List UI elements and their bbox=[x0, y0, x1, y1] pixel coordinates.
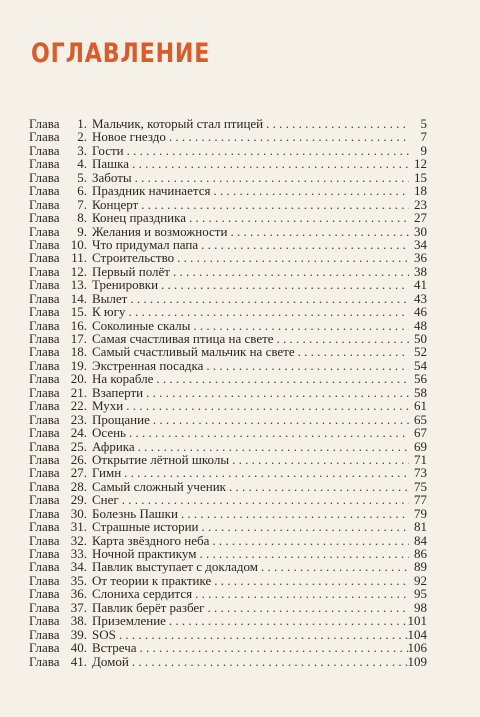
page-number: 84 bbox=[414, 532, 427, 548]
toc-entry bbox=[29, 359, 427, 372]
dot-leader bbox=[119, 493, 409, 506]
chapter-title: Прощание bbox=[92, 411, 150, 427]
chapter-number: 22. bbox=[70, 398, 87, 414]
chapter-title: Желания и возможности bbox=[92, 223, 228, 239]
toc-entry bbox=[29, 574, 427, 587]
chapter-label: Глава bbox=[29, 210, 60, 226]
dot-leader bbox=[129, 655, 408, 668]
toc-entry bbox=[29, 372, 427, 385]
page-number: 48 bbox=[414, 317, 427, 333]
chapter-number: 18. bbox=[70, 344, 87, 360]
chapter-number: 33. bbox=[70, 546, 87, 561]
chapter-title: Новое гнездо bbox=[92, 129, 166, 145]
dot-leader bbox=[170, 265, 409, 278]
chapter-number: 14. bbox=[70, 290, 87, 306]
dot-leader bbox=[226, 480, 409, 493]
chapter-number: 38. bbox=[70, 613, 87, 629]
chapter-label: Глава bbox=[29, 519, 60, 535]
chapter-title: Первый полёт bbox=[92, 263, 170, 279]
toc-entry bbox=[29, 117, 427, 130]
chapter-title: Ночной практикум bbox=[92, 546, 197, 561]
page-number: 34 bbox=[414, 236, 427, 252]
toc-entry bbox=[29, 238, 427, 251]
dot-leader bbox=[121, 466, 409, 479]
chapter-label: Глава bbox=[29, 425, 60, 441]
chapter-number: 16. bbox=[70, 317, 87, 333]
dot-leader bbox=[263, 117, 409, 130]
toc-entry bbox=[29, 211, 427, 224]
page-number: 89 bbox=[414, 559, 427, 575]
dot-leader bbox=[158, 278, 409, 291]
page-number: 43 bbox=[414, 290, 427, 306]
chapter-number: 27. bbox=[70, 465, 87, 481]
chapter-title: Строительство bbox=[92, 250, 175, 266]
chapter-label: Глава bbox=[29, 277, 60, 293]
chapter-title: Самый счастливый мальчик на свете bbox=[92, 344, 295, 360]
chapter-number: 40. bbox=[70, 640, 87, 656]
chapter-title: Конец праздника bbox=[92, 210, 187, 226]
chapter-title: Осень bbox=[92, 425, 126, 441]
toc-entry bbox=[29, 265, 427, 278]
chapter-number: 31. bbox=[70, 519, 87, 535]
toc-entry bbox=[29, 171, 427, 184]
chapter-number: 32. bbox=[70, 532, 87, 548]
dot-leader bbox=[150, 413, 409, 426]
chapter-title: Африка bbox=[92, 438, 135, 454]
dot-leader bbox=[124, 144, 409, 157]
page-number: 92 bbox=[414, 572, 427, 588]
page-number: 36 bbox=[414, 250, 427, 266]
chapter-number: 25. bbox=[70, 438, 87, 454]
chapter-number: 37. bbox=[70, 599, 87, 615]
chapter-number: 19. bbox=[70, 357, 87, 373]
chapter-label: Глава bbox=[29, 492, 60, 508]
dot-leader bbox=[229, 453, 409, 466]
toc-entry bbox=[29, 614, 427, 627]
chapter-label: Глава bbox=[29, 572, 60, 588]
chapter-number: 11. bbox=[71, 250, 87, 266]
chapter-title: Болезнь Пашки bbox=[92, 505, 178, 521]
toc-entry bbox=[29, 399, 427, 412]
dot-leader bbox=[138, 198, 409, 211]
chapter-number: 12. bbox=[70, 263, 87, 279]
dot-leader bbox=[166, 130, 409, 143]
dot-leader bbox=[116, 628, 408, 641]
toc-entry bbox=[29, 157, 427, 170]
page-number: 23 bbox=[414, 196, 427, 212]
page-number: 71 bbox=[414, 451, 427, 467]
chapter-title: От теории к практике bbox=[92, 572, 212, 588]
chapter-title: Что придумал папа bbox=[92, 236, 199, 252]
chapter-number: 30. bbox=[70, 505, 87, 521]
chapter-title: Открытие лётной школы bbox=[92, 451, 230, 467]
chapter-label: Глава bbox=[29, 236, 60, 252]
dot-leader bbox=[135, 440, 409, 453]
chapter-label: Глава bbox=[29, 599, 60, 615]
dot-leader bbox=[205, 601, 410, 614]
dot-leader bbox=[143, 386, 409, 399]
page-number: 77 bbox=[414, 492, 427, 508]
chapter-title: Заботы bbox=[92, 169, 132, 185]
toc-entry bbox=[29, 225, 427, 238]
chapter-label: Глава bbox=[29, 546, 60, 561]
chapter-label: Глава bbox=[29, 451, 60, 467]
toc-entry bbox=[29, 534, 427, 547]
dot-leader bbox=[178, 507, 409, 520]
toc-entry bbox=[29, 440, 427, 453]
page-number: 58 bbox=[414, 384, 427, 400]
chapter-label: Глава bbox=[29, 411, 60, 427]
chapter-label: Глава bbox=[29, 263, 60, 279]
chapter-title: Самый сложный ученик bbox=[92, 478, 226, 494]
toc-entry bbox=[29, 345, 427, 358]
chapter-label: Глава bbox=[29, 532, 60, 548]
table-of-contents bbox=[29, 117, 427, 668]
toc-entry bbox=[29, 641, 427, 654]
dot-leader bbox=[153, 372, 409, 385]
toc-entry bbox=[29, 319, 427, 332]
dot-leader bbox=[123, 399, 409, 412]
chapter-title: Приземление bbox=[92, 613, 166, 629]
chapter-title: Домой bbox=[92, 653, 129, 669]
chapter-number: 1. bbox=[77, 116, 87, 131]
chapter-number: 24. bbox=[70, 425, 87, 441]
toc-entry bbox=[29, 587, 427, 600]
page-number: 9 bbox=[420, 142, 427, 158]
chapter-title: Мухи bbox=[92, 398, 124, 414]
chapter-title: Взаперти bbox=[92, 384, 144, 400]
dot-leader bbox=[198, 238, 409, 251]
page-number: 104 bbox=[407, 626, 427, 642]
chapter-label: Глава bbox=[29, 116, 60, 131]
page-number: 12 bbox=[414, 156, 427, 172]
chapter-label: Глава bbox=[29, 331, 60, 346]
chapter-label: Глава bbox=[29, 250, 60, 266]
chapter-number: 2. bbox=[77, 129, 87, 145]
page-number: 75 bbox=[414, 478, 427, 494]
chapter-number: 6. bbox=[77, 183, 87, 199]
dot-leader bbox=[295, 345, 409, 358]
chapter-title: Соколиные скалы bbox=[92, 317, 191, 333]
page-number: 95 bbox=[414, 586, 427, 602]
chapter-title: Павлик выступает с докладом bbox=[92, 559, 259, 575]
page-number: 106 bbox=[407, 640, 427, 656]
toc-entry bbox=[29, 386, 427, 399]
toc-entry bbox=[29, 520, 427, 533]
toc-entry bbox=[29, 305, 427, 318]
dot-leader bbox=[209, 534, 409, 547]
page-number: 81 bbox=[414, 519, 427, 535]
chapter-title: Страшные истории bbox=[92, 519, 199, 535]
dot-leader bbox=[227, 225, 409, 238]
page-number: 46 bbox=[414, 304, 427, 320]
chapter-label: Глава bbox=[29, 223, 60, 239]
page-number: 101 bbox=[407, 613, 427, 629]
dot-leader bbox=[198, 520, 409, 533]
chapter-number: 20. bbox=[70, 371, 87, 387]
toc-entry bbox=[29, 560, 427, 573]
page-number: 67 bbox=[414, 425, 427, 441]
chapter-label: Глава bbox=[29, 142, 60, 158]
chapter-number: 9. bbox=[77, 223, 87, 239]
chapter-label: Глава bbox=[29, 371, 60, 387]
toc-entry bbox=[29, 480, 427, 493]
dot-leader bbox=[127, 292, 409, 305]
page-number: 18 bbox=[414, 183, 427, 199]
page-number: 86 bbox=[414, 546, 427, 561]
dot-leader bbox=[192, 587, 409, 600]
chapter-label: Глава bbox=[29, 384, 60, 400]
chapter-label: Глава bbox=[29, 653, 60, 669]
chapter-title: Слониха сердится bbox=[92, 586, 193, 602]
chapter-label: Глава bbox=[29, 357, 60, 373]
page-number: 15 bbox=[414, 169, 427, 185]
toc-entry bbox=[29, 292, 427, 305]
page-number: 38 bbox=[414, 263, 427, 279]
chapter-label: Глава bbox=[29, 438, 60, 454]
chapter-number: 28. bbox=[70, 478, 87, 494]
dot-leader bbox=[258, 560, 409, 573]
chapter-title: Тренировки bbox=[92, 277, 159, 293]
toc-entry bbox=[29, 453, 427, 466]
page-number: 98 bbox=[414, 599, 427, 615]
dot-leader bbox=[196, 547, 409, 560]
chapter-label: Глава bbox=[29, 559, 60, 575]
chapter-title: Вылет bbox=[92, 290, 128, 306]
chapter-title: Самая счастливая птица на свете bbox=[92, 331, 274, 346]
chapter-label: Глава bbox=[29, 317, 60, 333]
toc-entry bbox=[29, 507, 427, 520]
toc-entry bbox=[29, 130, 427, 143]
toc-entry bbox=[29, 332, 427, 345]
toc-entry bbox=[29, 413, 427, 426]
toc-entry bbox=[29, 547, 427, 560]
chapter-label: Глава bbox=[29, 290, 60, 306]
dot-leader bbox=[132, 171, 409, 184]
chapter-number: 10. bbox=[70, 236, 87, 252]
toc-entry bbox=[29, 493, 427, 506]
page-number: 79 bbox=[414, 505, 427, 521]
page-number: 41 bbox=[414, 277, 427, 293]
chapter-title: Встреча bbox=[92, 640, 137, 656]
chapter-label: Глава bbox=[29, 156, 60, 172]
page-number: 69 bbox=[414, 438, 427, 454]
chapter-number: 21. bbox=[70, 384, 87, 400]
toc-entry bbox=[29, 251, 427, 264]
chapter-label: Глава bbox=[29, 626, 60, 642]
chapter-number: 35. bbox=[70, 572, 87, 588]
chapter-title: Экстренная посадка bbox=[92, 357, 204, 373]
chapter-label: Глава bbox=[29, 586, 60, 602]
page-number: 27 bbox=[414, 210, 427, 226]
chapter-title: Снег bbox=[92, 492, 119, 508]
chapter-number: 17. bbox=[70, 331, 87, 346]
chapter-title: Пашка bbox=[92, 156, 130, 172]
chapter-label: Глава bbox=[29, 196, 60, 212]
chapter-label: Глава bbox=[29, 640, 60, 656]
page-number: 50 bbox=[414, 331, 427, 346]
chapter-number: 39. bbox=[70, 626, 87, 642]
chapter-title: К югу bbox=[92, 304, 126, 320]
page-number: 5 bbox=[420, 116, 427, 131]
page-number: 61 bbox=[414, 398, 427, 414]
toc-entry bbox=[29, 184, 427, 197]
chapter-number: 3. bbox=[77, 142, 87, 158]
dot-leader bbox=[166, 614, 408, 627]
dot-leader bbox=[186, 211, 409, 224]
chapter-title: Гимн bbox=[92, 465, 122, 481]
dot-leader bbox=[129, 157, 409, 170]
page-number: 73 bbox=[414, 465, 427, 481]
toc-entry bbox=[29, 144, 427, 157]
toc-entry bbox=[29, 198, 427, 211]
chapter-label: Глава bbox=[29, 169, 60, 185]
chapter-title: На корабле bbox=[92, 371, 154, 387]
dot-leader bbox=[126, 426, 409, 439]
chapter-number: 5. bbox=[77, 169, 87, 185]
toc-entry bbox=[29, 278, 427, 291]
chapter-number: 15. bbox=[70, 304, 87, 320]
chapter-number: 4. bbox=[77, 156, 87, 172]
chapter-label: Глава bbox=[29, 304, 60, 320]
page-number: 7 bbox=[420, 129, 427, 145]
dot-leader bbox=[190, 319, 409, 332]
chapter-number: 26. bbox=[70, 451, 87, 467]
chapter-label: Глава bbox=[29, 478, 60, 494]
dot-leader bbox=[274, 332, 409, 345]
chapter-label: Глава bbox=[29, 465, 60, 481]
toc-entry bbox=[29, 466, 427, 479]
page-title: ОГЛАВЛЕНИЕ bbox=[31, 38, 211, 69]
chapter-label: Глава bbox=[29, 505, 60, 521]
dot-leader bbox=[211, 574, 409, 587]
chapter-title: Гости bbox=[92, 142, 124, 158]
chapter-label: Глава bbox=[29, 183, 60, 199]
page-number: 30 bbox=[414, 223, 427, 239]
toc-entry bbox=[29, 601, 427, 614]
chapter-title: Павлик берёт разбег bbox=[92, 599, 205, 615]
chapter-label: Глава bbox=[29, 613, 60, 629]
dot-leader bbox=[174, 251, 409, 264]
chapter-number: 29. bbox=[70, 492, 87, 508]
chapter-number: 7. bbox=[77, 196, 87, 212]
chapter-label: Глава bbox=[29, 129, 60, 145]
page-number: 54 bbox=[414, 357, 427, 373]
chapter-number: 41. bbox=[70, 653, 87, 669]
chapter-title: Мальчик, который стал птицей bbox=[92, 116, 264, 131]
chapter-number: 8. bbox=[77, 210, 87, 226]
chapter-title: Концерт bbox=[92, 196, 139, 212]
toc-entry bbox=[29, 426, 427, 439]
toc-entry bbox=[29, 628, 427, 641]
page-number: 52 bbox=[414, 344, 427, 360]
chapter-label: Глава bbox=[29, 398, 60, 414]
dot-leader bbox=[210, 184, 409, 197]
page-number: 65 bbox=[414, 411, 427, 427]
dot-leader bbox=[125, 305, 409, 318]
page-number: 56 bbox=[414, 371, 427, 387]
page-number: 109 bbox=[407, 653, 427, 669]
toc-entry bbox=[29, 655, 427, 668]
dot-leader bbox=[137, 641, 408, 654]
chapter-title: SOS bbox=[92, 626, 116, 642]
dot-leader bbox=[203, 359, 409, 372]
chapter-number: 23. bbox=[70, 411, 87, 427]
chapter-label: Глава bbox=[29, 344, 60, 360]
chapter-number: 34. bbox=[70, 559, 87, 575]
chapter-title: Праздник начинается bbox=[92, 183, 211, 199]
chapter-number: 36. bbox=[70, 586, 87, 602]
chapter-number: 13. bbox=[70, 277, 87, 293]
chapter-title: Карта звёздного неба bbox=[92, 532, 210, 548]
